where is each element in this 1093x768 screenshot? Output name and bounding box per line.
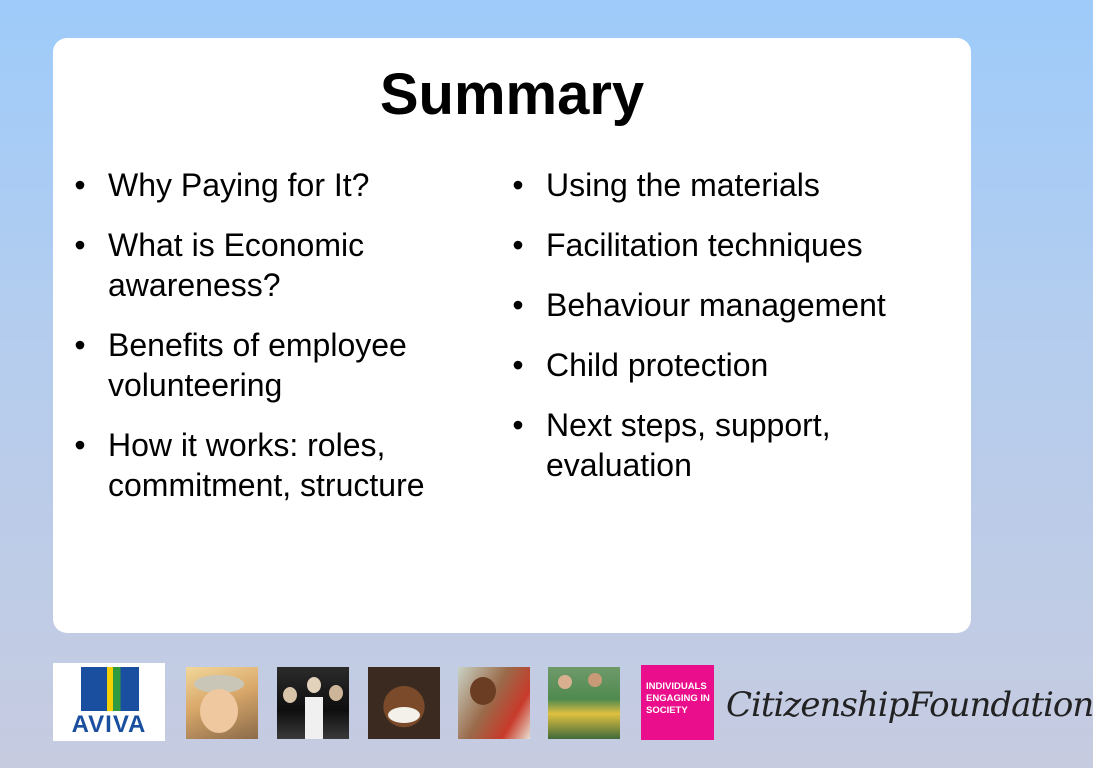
left-bullet-list — [74, 165, 488, 525]
photo-group-youths — [277, 667, 349, 739]
bullet-icon: • — [512, 407, 524, 443]
photo-woman-hat — [186, 667, 258, 739]
bullet-icon: • — [512, 227, 524, 263]
bullet-icon: • — [74, 327, 86, 363]
photo-group-outdoors — [548, 667, 620, 739]
photo-child-outdoors — [458, 667, 530, 739]
photo-laughing-child — [368, 667, 440, 739]
list-item: • Using the materials — [546, 165, 966, 205]
bullet-icon: • — [74, 427, 86, 463]
bullet-icon: • — [74, 227, 86, 263]
slide-title: Summary — [379, 62, 645, 127]
bullet-icon: • — [512, 347, 524, 383]
list-item: • Behaviour management — [546, 285, 966, 325]
list-item: • What is Economic awareness? — [108, 225, 488, 305]
list-item: • Benefits of employee volunteering — [108, 325, 488, 405]
list-item: • Next steps, support, evaluation — [546, 405, 966, 485]
bullet-icon: • — [74, 167, 86, 203]
aviva-logo-text: AVIVA — [71, 711, 147, 738]
bullet-icon: • — [512, 167, 524, 203]
list-item: • Facilitation techniques — [546, 225, 966, 265]
list-item: • Child protection — [546, 345, 966, 385]
right-bullet-list — [512, 165, 966, 505]
citizenship-foundation-logo: CitizenshipFoundation — [726, 685, 1093, 725]
ies-logo: INDIVIDUALS ENGAGING IN SOCIETY — [641, 665, 714, 740]
list-item: • How it works: roles, commitment, structure — [108, 425, 488, 505]
aviva-flag-icon — [81, 667, 139, 711]
list-item: • Why Paying for It? — [108, 165, 488, 205]
aviva-logo — [53, 663, 165, 741]
bullet-icon: • — [512, 287, 524, 323]
